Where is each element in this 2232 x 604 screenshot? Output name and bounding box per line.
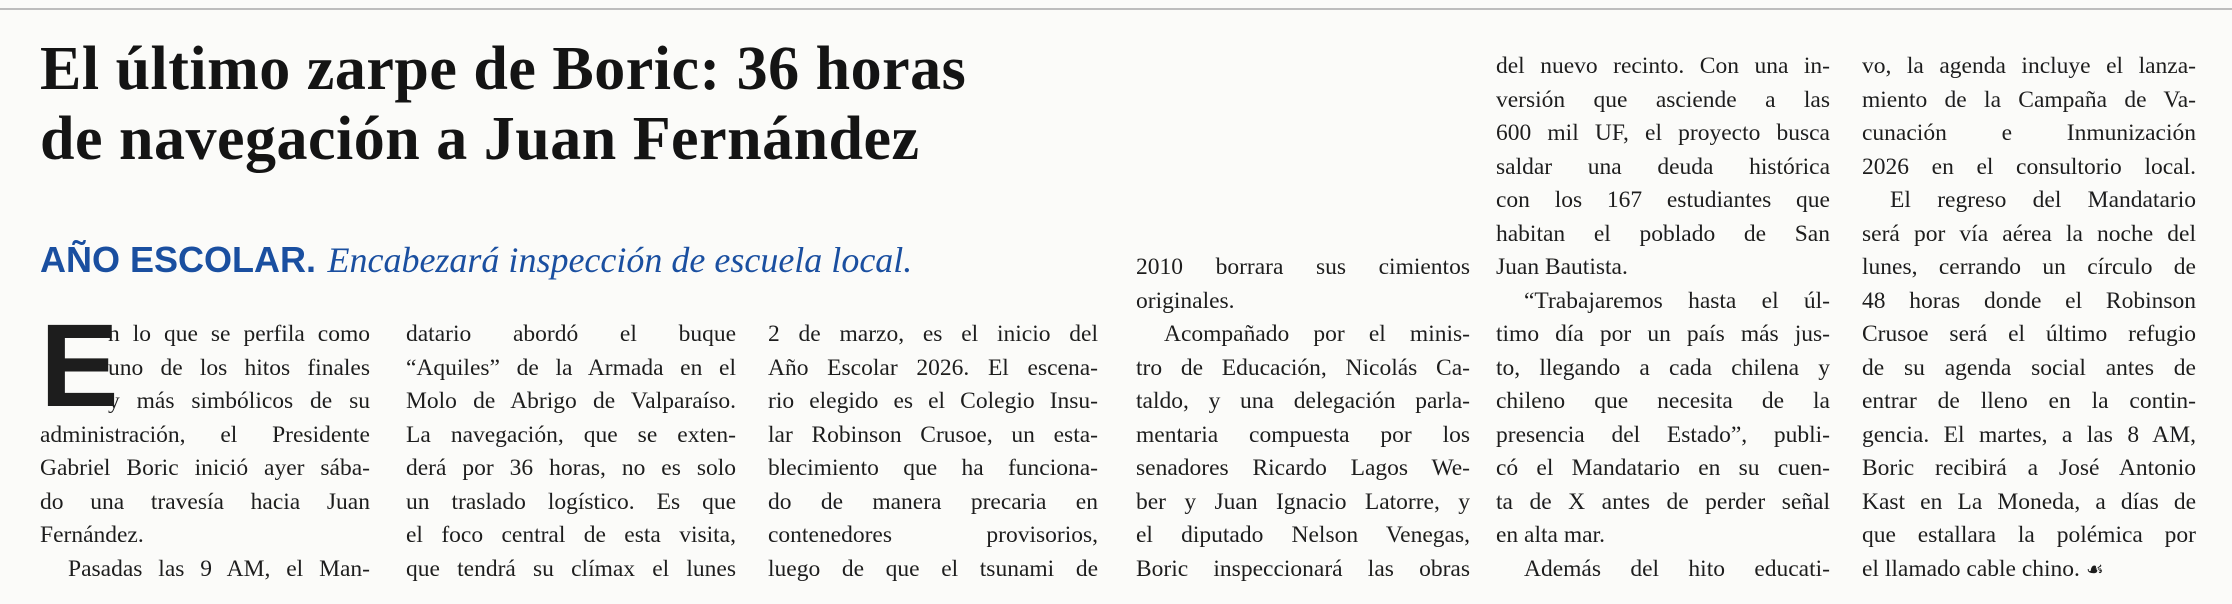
column-line: to, llegando a cada chilena y	[1496, 354, 1830, 381]
top-rule	[0, 8, 2232, 10]
section-kicker: AÑO ESCOLAR.	[40, 239, 317, 280]
column-line: cunación e Inmunización	[1862, 120, 2196, 146]
column-line: timo día por un país más jus-	[1496, 321, 1830, 347]
column-line: presencia del Estado”, publi-	[1496, 421, 1830, 448]
deck-text: Encabezará inspección de escuela local.	[327, 240, 913, 280]
column-line: que estallara la polémica por	[1862, 522, 2196, 548]
column-line: rio elegido es el Colegio Insu-	[768, 388, 1098, 414]
column-line: chileno que necesita de la	[1496, 388, 1830, 414]
column-line: lar Robinson Crusoe, un esta-	[768, 421, 1098, 448]
column-line: vo, la agenda incluye el lanza-	[1862, 53, 2196, 79]
column-line: Crusoe será el último refugio	[1862, 321, 2196, 347]
column-line: do una travesía hacia Juan	[40, 488, 370, 515]
column-line: que tendrá su clímax el lunes	[406, 555, 736, 582]
column-line: 600 mil UF, el proyecto busca	[1496, 120, 1830, 146]
column-line: Año Escolar 2026. El escena-	[768, 354, 1098, 381]
column-line: 2 de marzo, es el inicio del	[768, 321, 1098, 347]
column-line: habitan el poblado de San	[1496, 220, 1830, 247]
column-line: n lo que se perfila como	[108, 321, 370, 347]
column-line: Boric inspeccionará las obras	[1136, 555, 1470, 582]
column-line: “Trabajaremos hasta el úl-	[1524, 287, 1830, 314]
column-line: del nuevo recinto. Con una in-	[1496, 53, 1830, 79]
column-line: administración, el Presidente	[40, 421, 370, 448]
column-line: taldo, y una delegación parla-	[1136, 388, 1470, 414]
column-line	[1862, 553, 2196, 587]
article-column-4	[1136, 251, 1470, 586]
article-column-3	[768, 318, 1098, 586]
column-line: 2026 en el consultorio local.	[1862, 153, 2196, 180]
column-line: uno de los hitos finales	[108, 354, 370, 381]
column-line: datario abordó el buque	[406, 321, 736, 347]
column-line: mentaria compuesta por los	[1136, 421, 1470, 448]
column-line: lunes, cerrando un círculo de	[1862, 254, 2196, 280]
column-line: el foco central de esta visita,	[406, 522, 736, 548]
column-line: saldar una deuda histórica	[1496, 153, 1830, 180]
column-line: tro de Educación, Nicolás Ca-	[1136, 354, 1470, 381]
deck	[40, 238, 912, 283]
column-line-text: el llamado cable chino.	[1862, 555, 2080, 582]
column-line: do de manera precaria en	[768, 488, 1098, 515]
drop-cap: E	[40, 300, 119, 432]
column-line: y más simbólicos de su	[108, 388, 370, 414]
column-line: Fernández.	[40, 522, 144, 548]
column-line: con los 167 estudiantes que	[1496, 187, 1830, 213]
headline-line-1: El último zarpe de Boric: 36 horas	[40, 35, 967, 103]
column-line: en alta mar.	[1496, 522, 1605, 548]
column-line: contenedores provisorios,	[768, 522, 1098, 548]
column-line: será por vía aérea la noche del	[1862, 220, 2196, 247]
column-line: miento de la Campaña de Va-	[1862, 86, 2196, 113]
article-column-5	[1496, 50, 1830, 586]
column-line: Juan Bautista.	[1496, 254, 1628, 280]
column-line: originales.	[1136, 287, 1235, 314]
column-line: Molo de Abrigo de Valparaíso.	[406, 388, 736, 414]
column-line: luego de que el tsunami de	[768, 555, 1098, 582]
end-of-article-icon: ☙	[2085, 556, 2104, 581]
column-line: entrar de lleno en la contin-	[1862, 388, 2196, 414]
column-line: gencia. El martes, a las 8 AM,	[1862, 421, 2196, 448]
column-line: Además del hito educati-	[1524, 555, 1830, 582]
column-line: blecimiento que ha funciona-	[768, 455, 1098, 481]
column-line: có el Mandatario en su cuen-	[1496, 455, 1830, 481]
column-line: un traslado logístico. Es que	[406, 488, 736, 515]
headline-line-2: de navegación a Juan Fernández	[40, 105, 920, 173]
column-line: Boric recibirá a José Antonio	[1862, 455, 2196, 481]
column-line: Kast en La Moneda, a días de	[1862, 488, 2196, 515]
column-line: versión que asciende a las	[1496, 86, 1830, 113]
column-line: ta de X antes de perder señal	[1496, 488, 1830, 515]
article-column-2	[406, 318, 736, 586]
headline	[40, 34, 1470, 174]
column-line: “Aquiles” de la Armada en el	[406, 354, 736, 381]
column-line: 48 horas donde el Robinson	[1862, 287, 2196, 314]
column-line: La navegación, que se exten-	[406, 421, 736, 448]
column-line: senadores Ricardo Lagos We-	[1136, 455, 1470, 481]
column-line: Gabriel Boric inició ayer sába-	[40, 455, 370, 481]
column-line: 2010 borrara sus cimientos	[1136, 254, 1470, 280]
column-line: Pasadas las 9 AM, el Man-	[68, 555, 370, 582]
article-column-6	[1862, 50, 2196, 586]
column-line: de su agenda social antes de	[1862, 354, 2196, 381]
column-line: el diputado Nelson Venegas,	[1136, 522, 1470, 548]
column-line: Acompañado por el minis-	[1164, 321, 1470, 347]
column-line: El regreso del Mandatario	[1890, 187, 2196, 213]
column-line: derá por 36 horas, no es solo	[406, 455, 736, 481]
article-column-1	[40, 300, 370, 586]
column-line: ber y Juan Ignacio Latorre, y	[1136, 488, 1470, 515]
